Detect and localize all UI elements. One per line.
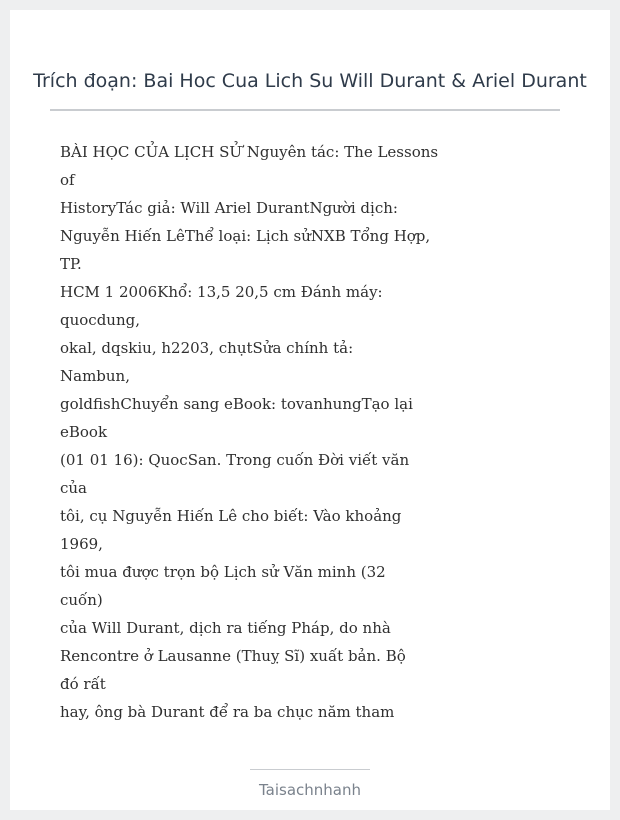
- text-line: 1969,: [60, 535, 103, 553]
- text-line: tôi, cụ Nguyễn Hiến Lê cho biết: Vào khoảng: [60, 507, 402, 525]
- text-line: HCM 1 2006Khổ: 13,5 20,5 cm Đánh máy:: [60, 283, 383, 301]
- text-line: hay, ông bà Durant để ra ba chục năm tham: [60, 703, 395, 721]
- text-line: quocdung,: [60, 311, 140, 329]
- text-line: Rencontre ở Lausanne (Thuỵ Sĩ) xuất bản. Bộ: [60, 647, 406, 665]
- document-title: Trích đoạn: Bai Hoc Cua Lich Su Will Durant & Ariel Durant: [33, 70, 587, 92]
- text-line: của Will Durant, dịch ra tiếng Pháp, do nhà: [60, 619, 391, 637]
- text-line: tôi mua được trọn bộ Lịch sử Văn minh (32: [60, 563, 386, 581]
- title-divider: [50, 109, 560, 111]
- text-line: HistoryTác giả: Will Ariel DurantNgười dịch:: [60, 199, 398, 217]
- text-line: của: [60, 479, 88, 497]
- text-line: okal, dqskiu, h2203, chụtSửa chính tả:: [60, 339, 354, 357]
- text-line: of: [60, 171, 75, 189]
- document-page: [10, 10, 610, 810]
- text-line: goldfishChuyển sang eBook: tovanhungTạo lại: [60, 395, 413, 413]
- footer-divider: [250, 769, 370, 770]
- text-line: Nambun,: [60, 367, 130, 385]
- text-line: TP.: [60, 255, 82, 273]
- text-line: Nguyễn Hiến LêThể loại: Lịch sửNXB Tổng Hợp,: [60, 227, 431, 245]
- text-line: (01 01 16): QuocSan. Trong cuốn Đời viết văn: [60, 451, 410, 469]
- footer-source: Taisachnhanh: [258, 781, 362, 799]
- document-body: [60, 138, 439, 726]
- text-line: đó rất: [60, 675, 106, 693]
- text-line: cuốn): [60, 591, 103, 609]
- text-line: BÀI HỌC CỦA LỊCH SỬ Nguyên tác: The Lessons: [60, 143, 439, 161]
- text-line: eBook: [60, 423, 108, 441]
